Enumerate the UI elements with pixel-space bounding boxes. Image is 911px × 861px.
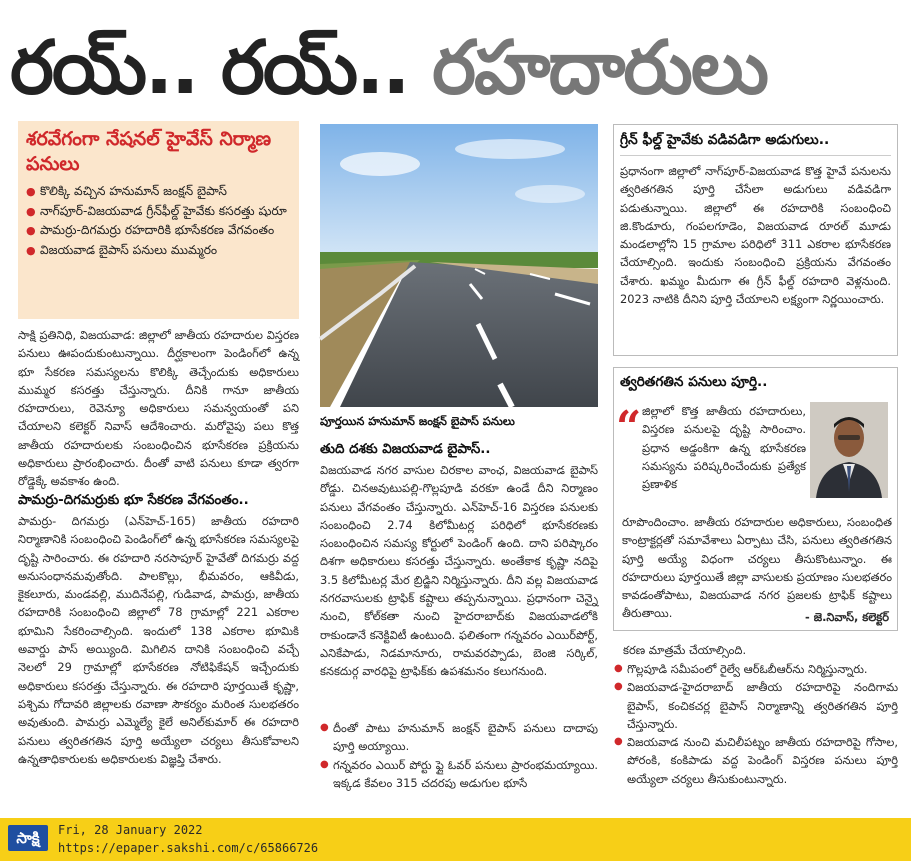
highlight-item: ● విజయవాడ బైపాస్ పనులు ముమ్మరం bbox=[26, 241, 293, 261]
collector-signature: - జె.నివాస్, కలెక్టర్ bbox=[805, 610, 889, 624]
column-3-bullets bbox=[614, 660, 898, 810]
person-photo-icon bbox=[810, 402, 888, 498]
column-3-lead: కరణ మాత్రమే చేయాల్సింది. bbox=[623, 643, 747, 657]
list-item: ● గన్నవరం ఎయిర్ పోర్టు ఫ్లై ఓవర్ పనులు ప్రారంభమయ్యాయి. ఇక్కడ కేవలం 315 చదరపు అడుగుల భూసే bbox=[320, 756, 598, 793]
collector-avatar bbox=[810, 402, 888, 498]
logo-text: సాక్షి bbox=[8, 825, 48, 851]
footer-date: Fri, 28 January 2022 bbox=[58, 823, 203, 837]
headline-part-2: రహదారులు bbox=[432, 25, 767, 111]
highway-photo bbox=[320, 124, 598, 407]
highlights-box bbox=[18, 121, 299, 319]
highlight-item: ● పామర్రు-దిగమర్రు రహదారికి భూసేకరణ వేగవంతం bbox=[26, 221, 293, 241]
column-2-paragraph: విజయవాడ నగర వాసుల చిరకాల వాంఛ, విజయవాడ బైపాస్ రోడ్డు. చినఅవుటుపల్లి-గొల్లపూడి వరకూ ఉండే దీని నిర్మాణం పనులు వేగవంతం చేస్తున్నారు. ఎన్‌హెచ్‌-16 విస్తరణ పనులకు సంబంధించి 2.74 కిలోమీటర్ల పరిధిలో భూసేకరణకు సంబంధించిన సమస్య కోర్టులో పెండింగ్ ఉంది. దాని పరిష్కారం దిశగా అధికారులు కసరత్తు చేస్తున్నారు. అంతేకాక కృష్ణా నదిపై 3.5 కిలోమీటర్ల మేర బ్రిడ్జిని నిర్మిస్తున్నారు. దీని వల్ల విజయవాడ నగరవాసులకు ట్రాఫిక్ కష్టాలు తప్పనున్నాయి. ప్రధానంగా చెన్నై నుంచి, కోల్‌కతా నుంచి హైదరాబాద్‌కు విజయవాడలోకి రాకుండానే కనెక్టివిటీ ఉంటుంది. ఫలితంగా గన్నవరం ఎయిర్‌పోర్ట్, ఎనికేపాడు, నిడమానూరు, రామవరప్పాడు, బెంజి సర్కిల్, కనకదుర్గ వారధిపై ట్రాఫిక్‌కు ఉపశమనం కలుగనుంది. bbox=[320, 463, 598, 679]
divider bbox=[620, 155, 891, 156]
highlights-list bbox=[26, 182, 293, 260]
photo-caption: పూర్తయిన హనుమాన్ జంక్షన్ బైపాస్ పనులు bbox=[320, 414, 515, 428]
list-item: ● గొల్లపూడి సమీపంలో రైల్వే ఆర్‌ఓబీఆర్‌ను నిర్మిస్తున్నారు. bbox=[614, 660, 898, 678]
collector-quote-paragraph-2: రూపొందించాం. జాతీయ రహదారుల అధికారులు, సంబంధిత కాంట్రాక్టర్లతో సమావేశాలు ఏర్పాటు చేసి, పనులు త్వరితగతిన పూర్తి అయ్యే విధంగా చర్యలు తీసుకొంటున్నాం. ఈ రహదారులు పూర్తయితే జిల్లా వాసులకు ప్రయాణం సులభతరం కావడంతోపాటు, విజయవాడ నగర ప్రజలకు ట్రాఫిక్ కష్టాలు తీరుతాయి. bbox=[622, 515, 892, 621]
highlights-title: శరవేగంగా నేషనల్ హైవేస్ నిర్మాణ పనులు bbox=[26, 128, 272, 175]
column-1-paragraph-1: సాక్షి ప్రతినిధి, విజయవాడ: జిల్లాలో జాతీయ రహదారుల విస్తరణ పనులు ఊపందుకుంటున్నాయి. దీర్ఘకాలంగా పెండింగ్‌లో ఉన్న భూ సేకరణ సమస్యలను కొలిక్కి తెచ్చేందుకు అధికారులు ముమ్మర కసరత్తు చేస్తున్నారు. దీనికి గానూ జాతీయ రహదారులు, రెవెన్యూ అధికారులు సమన్వయంతో పని చేయాలని కలెక్టర్ నివాస్ ఆదేశించారు. మరోవైపు పలు కొత్త జాతీయ రహదారులకు సంబంధించిన భూసేకరణ ప్రక్రియను అధికారులు ప్రారంభించారు. దీంతో వాటి పనులు కూడా త్వరగా రోడ్డెక్కే అవకాశం ఉంది. bbox=[18, 328, 299, 489]
list-item: ● విజయవాడ-హైదరాబాద్ జాతీయ రహదారిపై నందిగామ బైపాస్, కంచికచర్ల బైపాస్ నిర్మాణాన్ని త్వరితగతిన పూర్తి చేస్తున్నారు. bbox=[614, 678, 898, 733]
column-1-subhead: పామర్రు-దిగమర్రుకు భూ సేకరణ వేగవంతం.. bbox=[18, 493, 249, 508]
sakshi-logo bbox=[8, 825, 48, 855]
column-2-bullets bbox=[320, 719, 598, 811]
highlight-item: ● నాగ్‌పూర్-విజయవాడ గ్రీన్‌ఫీల్డ్ హైవేకు కసరత్తు షురూ bbox=[26, 202, 293, 222]
quote-mark-icon: “ bbox=[616, 402, 642, 453]
highlight-item: ● కొలిక్కి వచ్చిన హనుమాన్ జంక్షన్ బైపాస్ bbox=[26, 182, 293, 202]
list-item: ● దీంతో పాటు హనుమాన్ జంక్షన్ బైపాస్ పనులు దాదాపు పూర్తి అయ్యాయి. bbox=[320, 719, 598, 756]
collector-quote-title: త్వరితగతిన పనులు పూర్తి.. bbox=[620, 374, 768, 390]
headline bbox=[10, 22, 900, 114]
footer-url[interactable]: https://epaper.sakshi.com/c/65866726 bbox=[58, 841, 319, 855]
green-field-title: గ్రీన్ ఫీల్డ్ హైవేకు వడివడిగా అడుగులు.. bbox=[620, 132, 830, 148]
collector-quote-paragraph-1: జిల్లాలో కొత్త జాతీయ రహదారులు, విస్తరణ పనులపై దృష్టి సారించాం. ప్రధాన అడ్డంకిగా ఉన్న భూసేకరణ సమస్యను పరిష్కరించేందుకు ప్రత్యేక ప్రణాళిక bbox=[642, 404, 806, 492]
list-item: ● విజయవాడ నుంచి మచిలీపట్నం జాతీయ రహదారిపై గోసాల, పోరంకి, కంకిపాడు వద్ద పెండింగ్ విస్తరణ పనులు పూర్తి అయ్యేలా చర్యలు తీసుకుంటున్నారు. bbox=[614, 733, 898, 788]
green-field-paragraph: ప్రధానంగా జిల్లాలో నాగ్‌పూర్-విజయవాడ కొత్త హైవే పనులను త్వరితగతిన పూర్తి చేసేలా అడుగులు వడివడిగా పడుతున్నాయి. జిల్లాలో ఈ రహదారికి సంబంధించి జి.కొండూరు, గంపలగూడెం, విజయవాడ రూరల్ మూడు మండలాల్లోని 15 గ్రామాల పరిధిలో 311 ఎకరాల భూసేకరణ చేయాల్సింది. ఇందుకు సంబంధించి ప్రక్రియను వేగవంతం చేశారు. ఖమ్మం మీదుగా ఈ గ్రీన్ ఫీల్డ్ రహదారి వెళ్లనుంది. 2023 నాటికి దీనిని పూర్తి చేయాలని లక్ష్యంగా నిర్ణయించారు. bbox=[620, 164, 891, 307]
green-field-box bbox=[613, 124, 898, 356]
column-1-paragraph-2: పామర్రు- దిగమర్రు (ఎన్‌హెచ్‌-165) జాతీయ రహదారి నిర్మాణానికి సంబంధించి పెండింగ్‌లో ఉన్న భూసేకరణ సమస్యలపై దృష్టి సారించారు. ఈ రహదారి నరసాపూర్ హైవేతో దిగమర్రు వద్ద అనుసంధానమవుతోంది. పాలకొల్లు, భీమవరం, ఆకివీడు, కైకలూరు, మండవల్లి, ముదినేపల్లి, గుడివాడ, పామర్రు, జాతీయ రహదారికి సంబంధించి జిల్లాలో 78 గ్రామాల్లో 221 ఎకరాల భూమిని సేకరించాల్సింది. ఇందులో 138 ఎకరాల భూమికి అవార్డు పాస్ అయ్యింది. మిగిలిన దానికి సంబంధించి వచ్చే నెలలో 29 గ్రామాల్లో భూసేకరణ నోటిఫికేషన్ ఇచ్చేందుకు అధికారులు కసరత్తు చేస్తున్నారు. ఈ రహదారి పూర్తయితే కృష్ణా, పశ్చిమ గోదావరి జిల్లాలకు రవాణా సౌకర్యం మరింత సులభతరం అవుతుంది. పామర్రు ఎమ్మెల్యే కైలే అనిల్‌కుమార్ ఈ రహదారి పనులు త్వరితగతిన పూర్తి అయ్యేలా చర్యలు తీసుకోవాలని ఉన్నతాధికారులకు అధికారులకు విజ్ఞప్తి చేశారు. bbox=[18, 514, 299, 766]
highway-photo-image bbox=[320, 124, 598, 407]
headline-part-1: రయ్.. రయ్.. bbox=[10, 25, 409, 111]
column-2-subhead: తుది దశకు విజయవాడ బైపాస్.. bbox=[320, 442, 491, 457]
collector-quote-box bbox=[613, 367, 898, 631]
